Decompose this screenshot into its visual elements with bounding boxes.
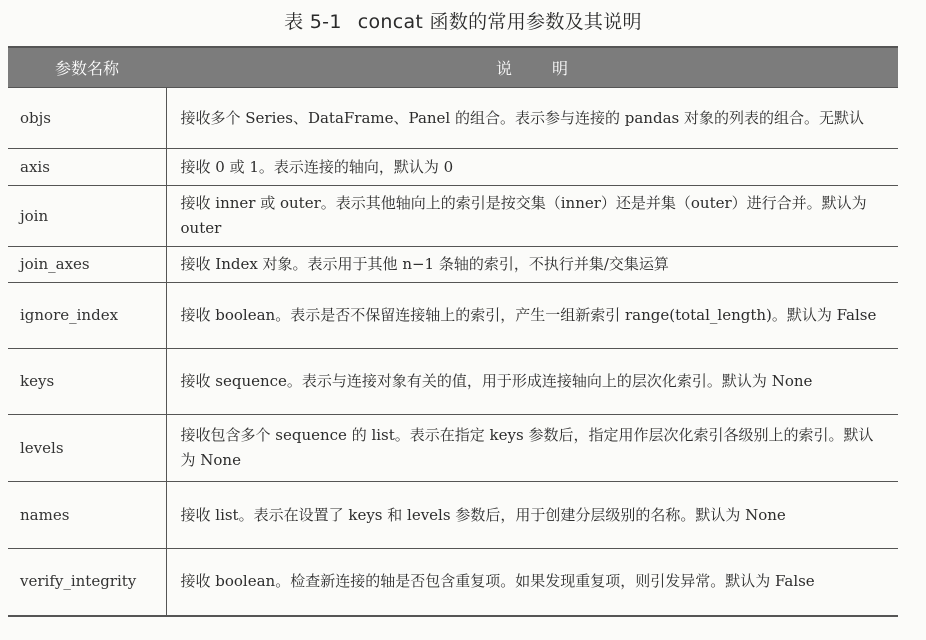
param-description: 接收 Index 对象。表示用于其他 n−1 条轴的索引，不执行并集/交集运算 [166,247,898,283]
table-row [8,186,898,247]
param-description: 接收 inner 或 outer。表示其他轴向上的索引是按交集（inner）还是并集（outer）进行合并。默认为 outer [166,186,898,247]
param-name: join_axes [8,247,166,283]
param-name: names [8,482,166,549]
param-name: keys [8,349,166,415]
param-description: 接收 list。表示在设置了 keys 和 levels 参数后，用于创建分层级别的名称。默认为 None [166,482,898,549]
table-row [8,283,898,349]
param-name: objs [8,88,166,149]
param-description: 接收 boolean。检查新连接的轴是否包含重复项。如果发现重复项，则引发异常。默认为 False [166,549,898,616]
table-row [8,549,898,616]
table-row [8,482,898,549]
table-row [8,149,898,186]
header-description: 说明 [166,47,898,88]
table-title: concat 函数的常用参数及其说明 [357,11,642,33]
table-row [8,247,898,283]
param-description: 接收 boolean。表示是否不保留连接轴上的索引，产生一组新索引 range(total_length)。默认为 False [166,283,898,349]
param-name: levels [8,415,166,482]
table-row [8,88,898,149]
param-name: ignore_index [8,283,166,349]
table-row [8,415,898,482]
param-description: 接收包含多个 sequence 的 list。表示在指定 keys 参数后，指定用作层次化索引各级别上的索引。默认为 None [166,415,898,482]
param-description: 接收多个 Series、DataFrame、Panel 的组合。表示参与连接的 pandas 对象的列表的组合。无默认 [166,88,898,149]
table-row [8,349,898,415]
param-description: 接收 sequence。表示与连接对象有关的值，用于形成连接轴向上的层次化索引。默认为 None [166,349,898,415]
param-name: verify_integrity [8,549,166,616]
param-name: axis [8,149,166,186]
table-header-row [8,47,898,88]
header-param-name: 参数名称 [8,47,166,88]
table-caption [0,4,926,40]
param-name: join [8,186,166,247]
parameter-table [8,46,898,617]
param-description: 接收 0 或 1。表示连接的轴向，默认为 0 [166,149,898,186]
table-number: 表 5-1 [284,11,342,33]
